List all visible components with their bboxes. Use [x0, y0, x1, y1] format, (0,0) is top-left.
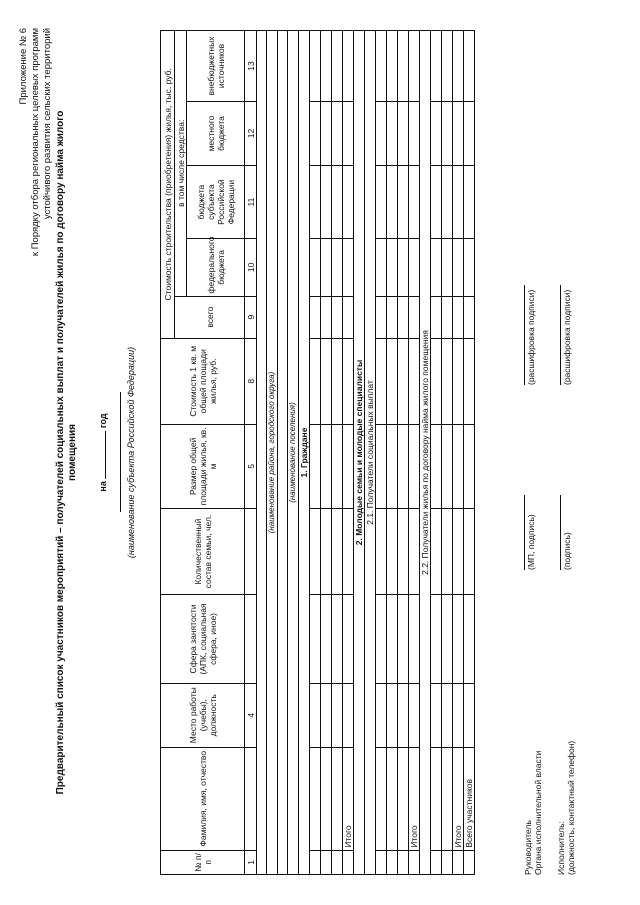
year-line: [98, 0, 108, 905]
executor-label: Исполнитель:: [556, 821, 566, 875]
col-number: 11: [245, 166, 257, 239]
header-total: всего: [175, 296, 245, 338]
col-number: 4: [245, 683, 257, 747]
head-signature: [523, 751, 543, 875]
subtotal-label: Итого: [453, 747, 464, 850]
document-title: [55, 0, 79, 905]
col-number: [245, 747, 257, 850]
header-cost-group: Стоимость строительства (приобретения) жилья, тыс. руб.: [161, 31, 175, 339]
settlement-caption: (наименование поселения): [288, 31, 299, 875]
subject-blank: [120, 393, 121, 513]
col-number: [245, 508, 257, 594]
header-family: Количественный состав семьи, чел.: [161, 508, 245, 594]
executor-signature: [556, 741, 576, 875]
col-number: 8: [245, 338, 257, 424]
header-work: Место работы (учебы), должность: [161, 683, 245, 747]
blank-row: [278, 31, 288, 875]
col-number: 12: [245, 101, 257, 165]
header-including: в том числе средства:: [175, 31, 187, 297]
annex-line: к Порядку отбора региональных целевых программ: [30, 28, 41, 257]
header-num: № п/п: [161, 850, 245, 874]
header-name: Фамилия, имя, отчество: [161, 747, 245, 850]
annex-line: Приложение № 6: [18, 28, 29, 105]
head-decode-caption: (расшифровка подписи): [526, 289, 536, 385]
header-ext: внебюджетных источников: [187, 31, 245, 102]
col-number: 13: [245, 31, 257, 102]
year-blank: [105, 431, 106, 479]
blank-row: [257, 31, 267, 875]
col-number: 9: [245, 296, 257, 338]
section-2: 2. Молодые семьи и молодые специалисты: [354, 31, 365, 875]
title-line: Предварительный список участников мероприятий – получателей социальных выплат и получателей жилья по договору найма жилого: [55, 110, 66, 795]
exec-sign-field: [560, 495, 572, 570]
head-label: Руководитель: [523, 820, 533, 875]
annex-note: [18, 28, 54, 256]
header-fed: федерального бюджета: [187, 239, 245, 297]
executor-label: (должность, контактный телефон): [566, 740, 576, 875]
col-number: [245, 595, 257, 683]
section-2-2: 2.2. Получатели жилья по договору найма жилого помещения: [420, 31, 431, 875]
section-1: 1. Граждане: [299, 31, 310, 875]
title-line: помещения: [67, 424, 78, 481]
subtotal-label: Итого: [343, 747, 354, 850]
district-caption: (наименование района, городского округа): [267, 31, 278, 875]
exec-decode-field: [560, 285, 572, 385]
head-sign-caption: (МП, подпись): [526, 514, 536, 570]
exec-decode-caption: (расшифровка подписи): [562, 289, 572, 385]
year-prefix: на: [98, 481, 108, 492]
grand-total-label: Всего участников: [464, 747, 475, 850]
participants-table: [160, 30, 475, 875]
annex-line: устойчивого развития сельских территорий: [42, 28, 53, 220]
number-row: [245, 31, 257, 875]
head-label: Органа исполнительной власти: [533, 750, 543, 875]
header-sphere: Сфера занятости (АПК, социальная сфера, иное): [161, 595, 245, 683]
header-area: Размер общей площади жилья, кв. м: [161, 424, 245, 508]
col-number: 10: [245, 239, 257, 297]
head-sign-field: [524, 495, 536, 570]
year-suffix: год: [98, 413, 108, 429]
subtotal-label: Итого: [409, 747, 420, 850]
col-number: 1: [245, 850, 257, 874]
subject-line: [113, 0, 123, 905]
header-loc: местного бюджета: [187, 101, 245, 165]
head-decode-field: [524, 285, 536, 385]
subject-caption: (наименование субъекта Российской Федерации): [126, 346, 136, 559]
header-price: Стоимость 1 кв. м общей площади жилья, руб.: [161, 338, 245, 424]
exec-sign-caption: (подпись): [562, 532, 572, 570]
col-number: 5: [245, 424, 257, 508]
header-reg: бюджета субъекта Российской Федерации: [187, 166, 245, 239]
section-2-1: 2.1. Получатели социальных выплат: [365, 31, 376, 875]
